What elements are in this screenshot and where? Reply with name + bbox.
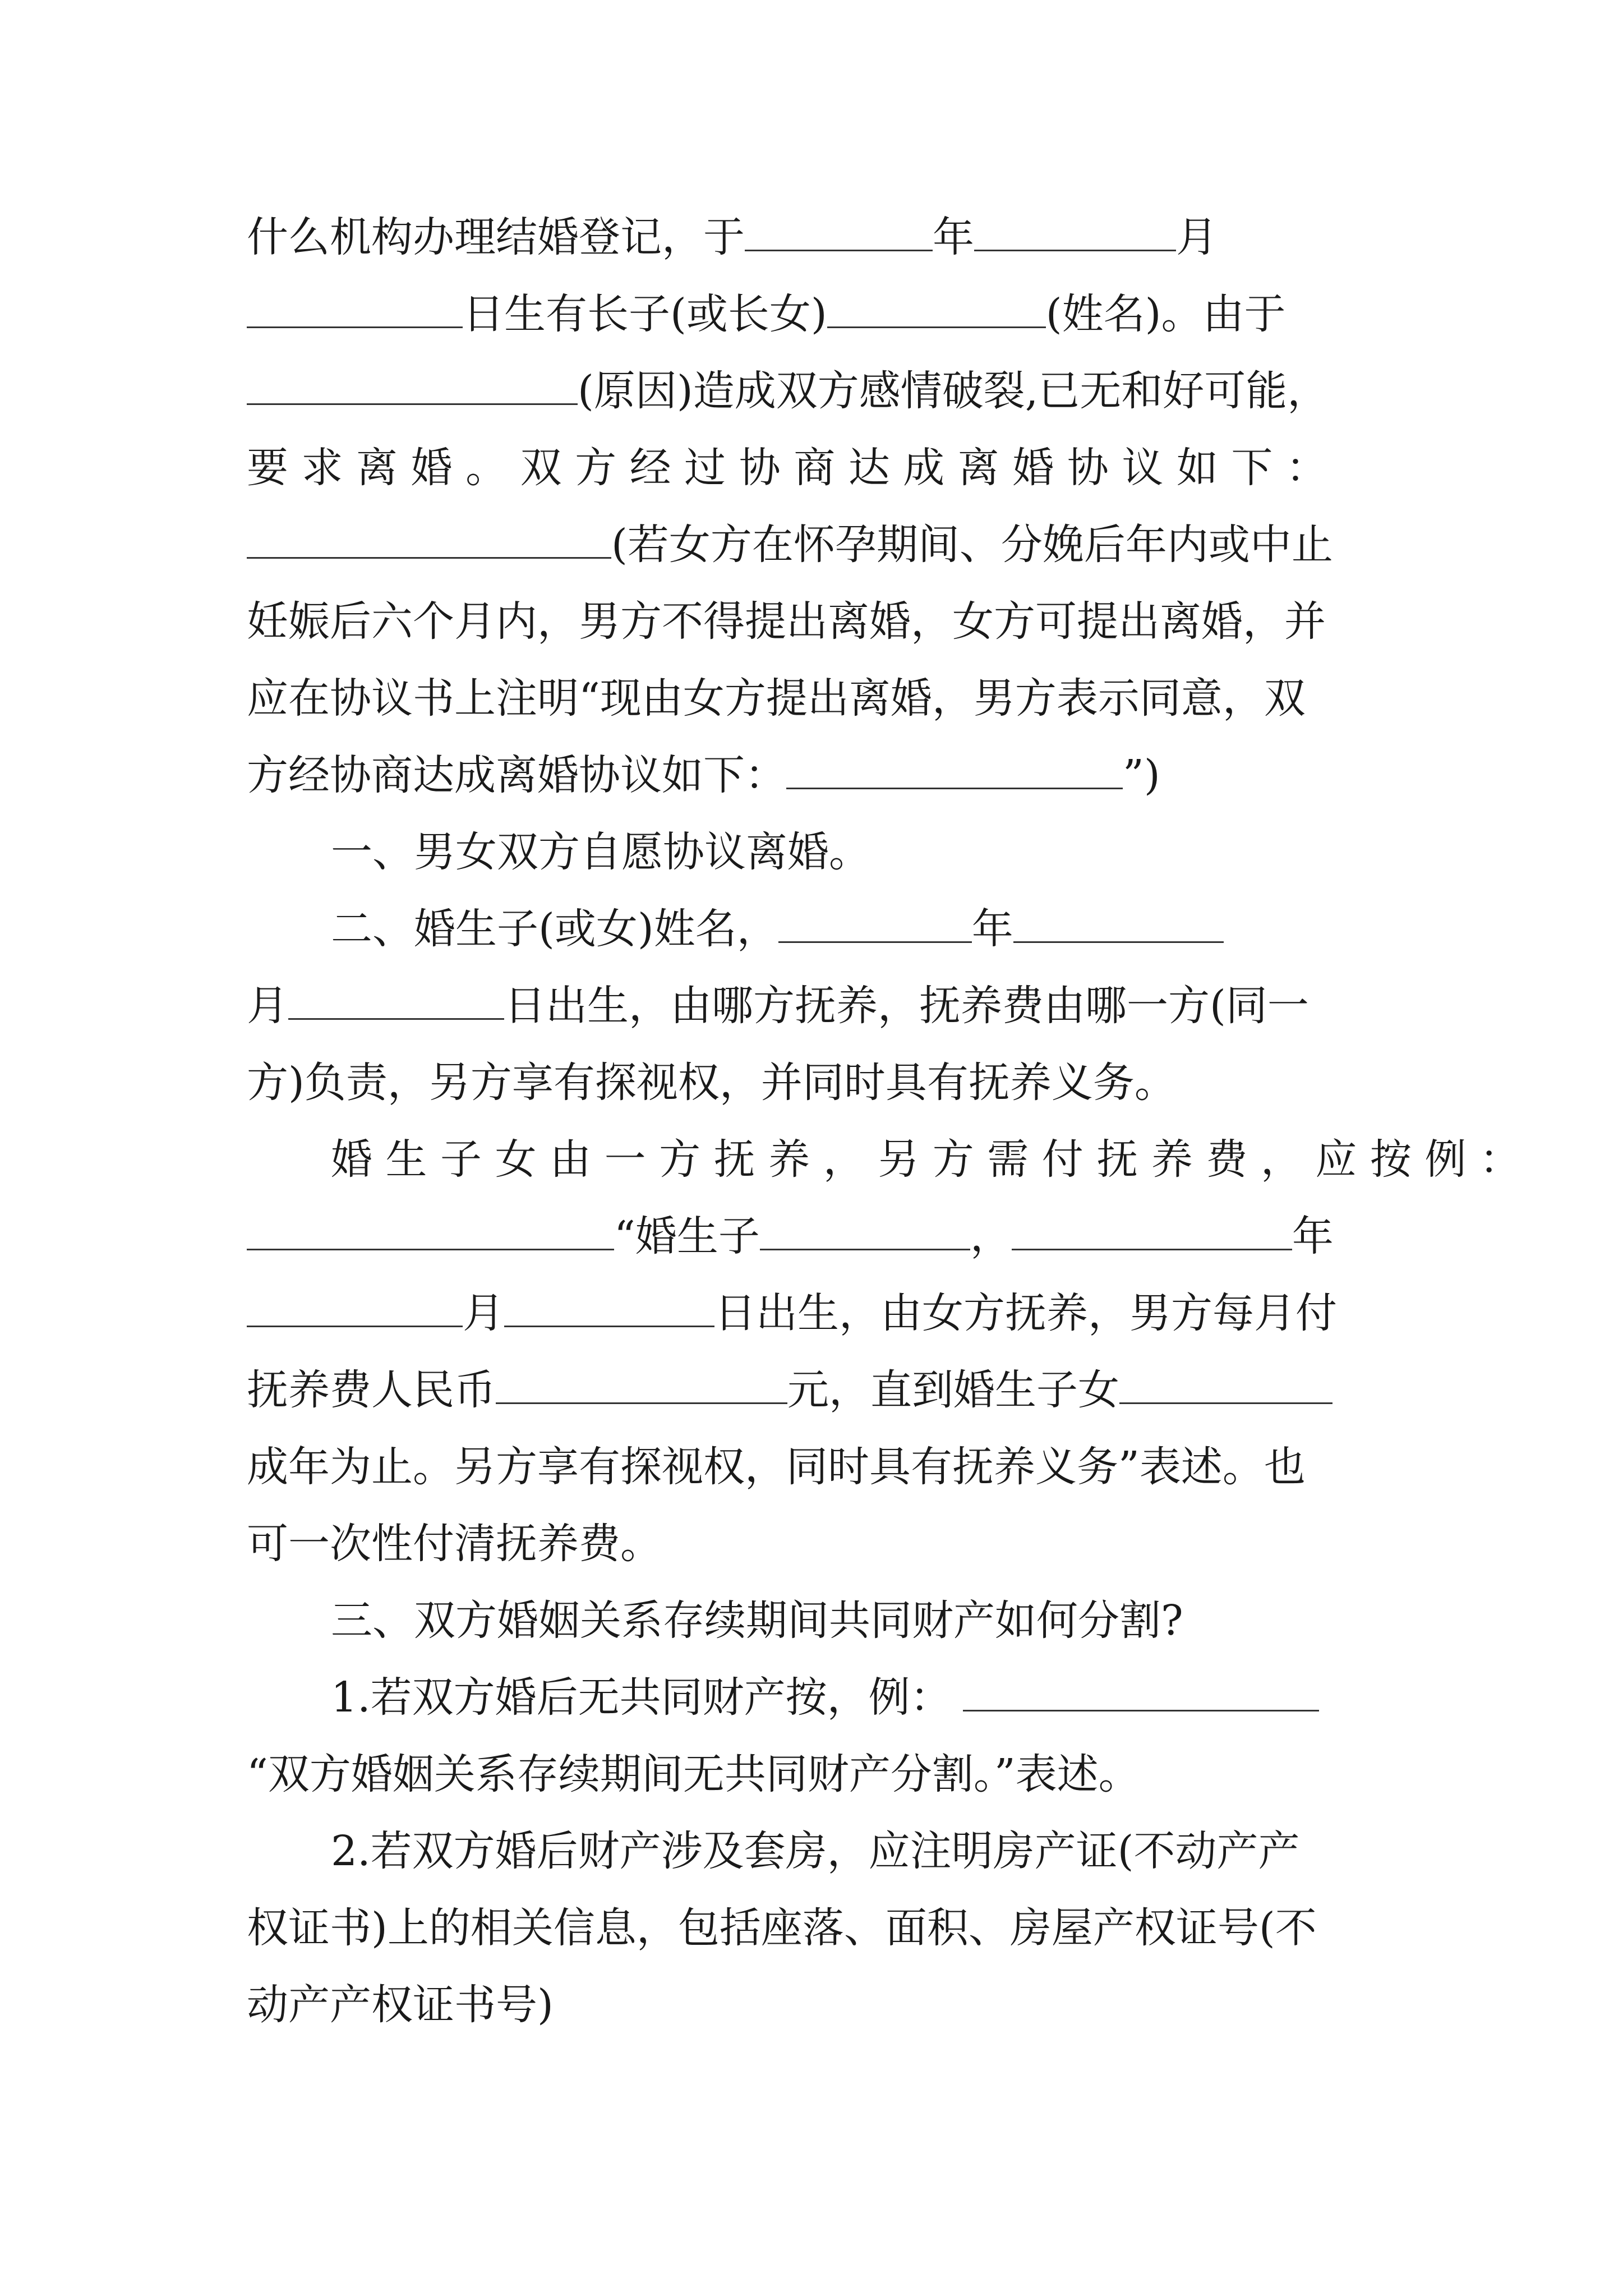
text-segment: 月: [247, 982, 288, 1030]
sub-clause-2: [247, 1813, 1380, 1890]
fill-blank-birth-month: [288, 984, 504, 1020]
text-segment: (姓名)。由于: [1045, 290, 1286, 338]
text-segment: 一、男女双方自愿协议离婚。: [331, 828, 870, 876]
fill-blank-name: [827, 293, 1046, 328]
text-segment: 什么机构办理结婚登记，于: [247, 213, 745, 261]
text-segment: 三、双方婚姻关系存续期间共同财产如何分割?: [331, 1596, 1183, 1645]
clause-1: [247, 814, 1380, 891]
text-segment: 年: [933, 213, 974, 261]
text-segment: 年: [1292, 1212, 1334, 1260]
fill-blank-reason: [247, 370, 578, 405]
text-segment: ”): [1123, 751, 1160, 799]
fill-blank-year: [1012, 1215, 1292, 1250]
text-segment: 年: [971, 905, 1013, 953]
text-line: [247, 353, 1380, 430]
text-segment: 方经协商达成离婚协议如下：: [247, 751, 786, 799]
text-line: [247, 583, 1380, 660]
text-line: [247, 737, 1380, 814]
text-segment: 2.若双方婚后财产涉及套房，应注明房产证(不动产产: [331, 1827, 1300, 1875]
fill-blank-child: [760, 1215, 970, 1250]
sub-clause-1: [247, 1659, 1380, 1736]
text-segment: 月: [1176, 213, 1218, 261]
text-segment: 婚 生 子 女 由 一 方 抚 养 ， 另 方 需 付 抚 养 费 ， 应 按 例 ：: [331, 1135, 1521, 1184]
text-segment: 月: [463, 1289, 504, 1337]
text-line: [247, 1736, 1380, 1813]
text-segment: 要 求 离 婚 。 双 方 经 过 协 商 达 成 离 婚 协 议 如 下 ：: [247, 444, 1327, 492]
text-segment: 方)负责，另方享有探视权，并同时具有抚养义务。: [247, 1059, 1176, 1107]
text-line: [247, 199, 1380, 276]
text-line: [247, 1429, 1380, 1506]
fill-blank-amount: [496, 1369, 787, 1404]
fill-blank-birth-year: [1013, 908, 1224, 943]
text-line: [247, 1890, 1380, 1967]
text-segment: 日出生，由哪方抚养，抚养费由哪一方(同一: [504, 982, 1309, 1030]
text-segment: (若女方在怀孕期间、分娩后年内或中止: [611, 521, 1333, 569]
text-segment: “婚生子: [614, 1212, 760, 1260]
fill-blank-day: [247, 293, 463, 328]
text-segment: ，: [970, 1212, 1012, 1260]
fill-blank-example: [247, 1215, 614, 1250]
text-segment: “双方婚姻关系存续期间无共同财产分割。”表述。: [247, 1750, 1140, 1798]
fill-blank-year: [745, 216, 933, 251]
text-segment: 成年为止。另方享有探视权，同时具有抚养义务”表述。也: [247, 1443, 1306, 1491]
text-segment: (原因)造成双方感情破裂,已无和好可能，: [578, 367, 1329, 415]
fill-blank-month: [974, 216, 1176, 251]
text-segment: 二、婚生子(或女)姓名，: [331, 905, 778, 953]
text-line: [247, 1121, 1521, 1198]
fill-blank-day: [504, 1292, 714, 1327]
text-segment: 可一次性付清抚养费。: [247, 1520, 662, 1568]
fill-blank-child-name: [778, 908, 972, 943]
fill-blank-agreement-content: [786, 754, 1123, 789]
text-line: [247, 507, 1380, 583]
text-line: [247, 1967, 1380, 2044]
text-segment: 元，直到婚生子女: [787, 1366, 1119, 1414]
text-line: [247, 1506, 1380, 1582]
text-segment: 抚养费人民币: [247, 1366, 496, 1414]
clause-2: [247, 891, 1380, 968]
fill-blank-child-name: [1119, 1369, 1332, 1404]
text-segment: 动产产权证书号): [247, 1981, 554, 2029]
clause-3: [247, 1582, 1380, 1659]
fill-blank-agreement: [247, 523, 611, 559]
text-line: [247, 968, 1380, 1045]
fill-blank-month: [247, 1292, 463, 1327]
text-segment: 日生有长子(或长女): [463, 290, 827, 338]
text-line: [247, 1352, 1380, 1429]
text-segment: 权证书)上的相关信息，包括座落、面积、房屋产权证号(不: [247, 1904, 1317, 1952]
text-line: [247, 1275, 1380, 1352]
text-line: [247, 660, 1380, 737]
text-line: [247, 1198, 1380, 1275]
fill-blank-property: [963, 1676, 1319, 1711]
agreement-body: [247, 199, 1521, 2044]
text-segment: 1.若双方婚后无共同财产按，例：: [331, 1673, 952, 1722]
text-line: [247, 430, 1380, 507]
text-line: [247, 276, 1380, 353]
text-line: [247, 1045, 1380, 1121]
text-segment: 妊娠后六个月内，男方不得提出离婚，女方可提出离婚，并: [247, 597, 1326, 646]
text-segment: 应在协议书上注明“现由女方提出离婚，男方表示同意，双: [247, 674, 1306, 723]
text-segment: 日出生，由女方抚养，男方每月付: [714, 1289, 1337, 1337]
